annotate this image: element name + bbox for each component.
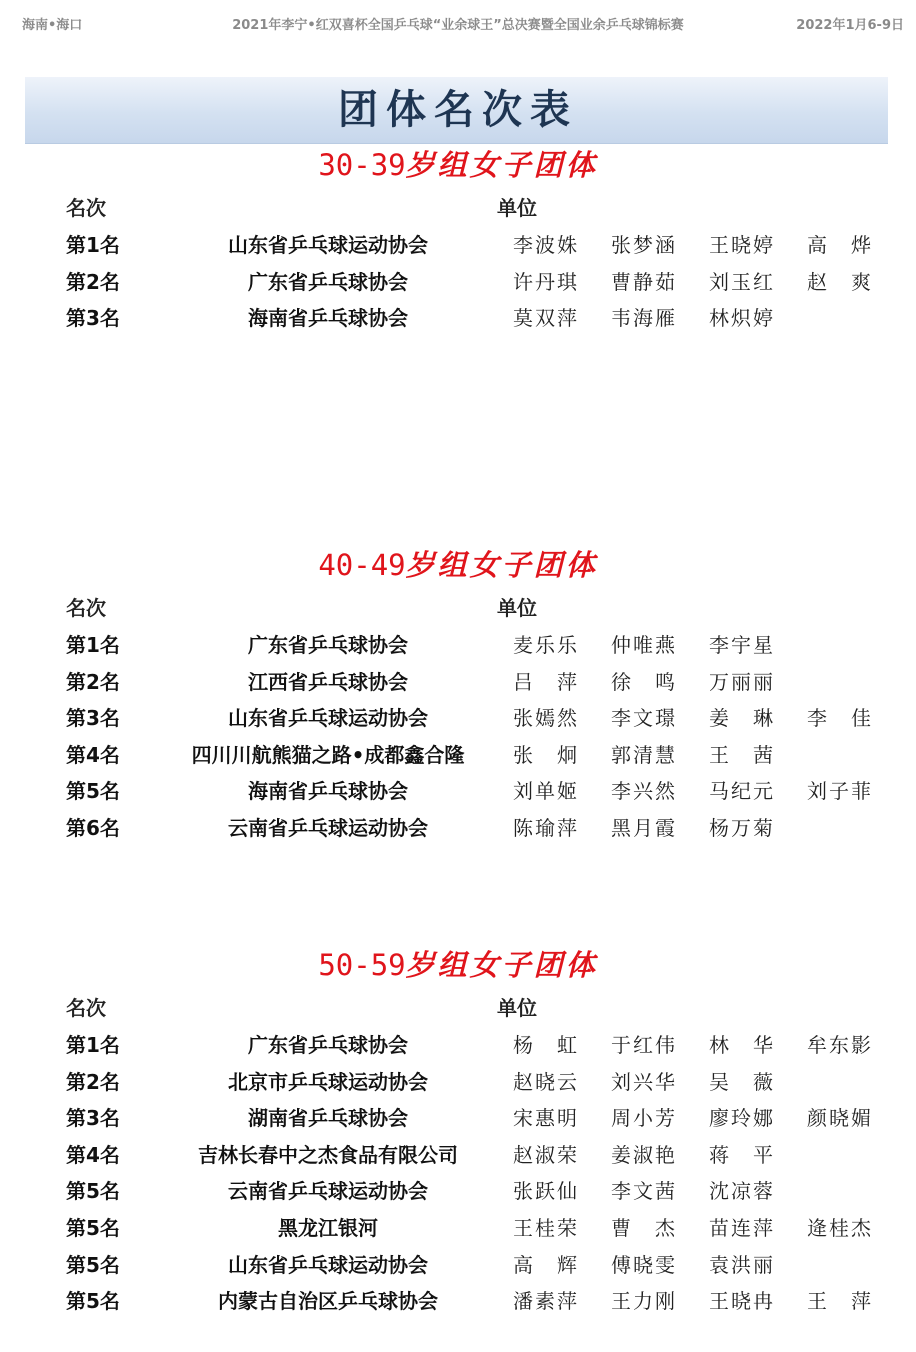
organization-cell: 广东省乒乓球协会 — [248, 633, 408, 657]
rank-cell: 第5名 — [66, 1289, 120, 1313]
rank-cell: 第4名 — [66, 1143, 120, 1167]
rank-cell: 第1名 — [66, 633, 120, 657]
table-row — [0, 1142, 916, 1168]
member-name: 刘玉红 — [709, 270, 773, 294]
table-row — [0, 305, 916, 331]
member-name: 陈瑜萍 — [513, 816, 577, 840]
member-name: 赵淑荣 — [513, 1143, 577, 1167]
organization-cell: 山东省乒乓球运动协会 — [228, 1253, 428, 1277]
section-age-range: 50-59 — [318, 948, 406, 982]
member-name: 高 烨 — [807, 233, 871, 257]
organization-cell: 黑龙江银河 — [278, 1216, 378, 1240]
rank-cell: 第1名 — [66, 1033, 120, 1057]
section-title — [0, 145, 916, 185]
table-row — [0, 1288, 916, 1314]
member-name: 廖玲娜 — [709, 1106, 773, 1130]
organization-cell: 广东省乒乓球协会 — [248, 270, 408, 294]
table-row — [0, 1252, 916, 1278]
member-name: 王桂荣 — [513, 1216, 577, 1240]
section-label: 岁组女子团体 — [405, 948, 598, 982]
member-name: 刘子菲 — [807, 779, 871, 803]
member-name: 仲唯燕 — [611, 633, 675, 657]
member-name: 高 辉 — [513, 1253, 577, 1277]
member-name: 黑月霞 — [611, 816, 675, 840]
member-name: 万丽丽 — [709, 670, 773, 694]
member-name: 于红伟 — [611, 1033, 675, 1057]
member-name: 刘单姬 — [513, 779, 577, 803]
unit-column-header: 单位 — [497, 996, 537, 1020]
table-row — [0, 669, 916, 695]
rank-cell: 第2名 — [66, 1070, 120, 1094]
member-name: 赵晓云 — [513, 1070, 577, 1094]
member-name: 韦海雁 — [611, 306, 675, 330]
member-name: 王 萍 — [807, 1289, 871, 1313]
member-name: 潘素萍 — [513, 1289, 577, 1313]
member-name: 李波姝 — [513, 233, 577, 257]
table-row — [0, 632, 916, 658]
organization-cell: 湖南省乒乓球协会 — [248, 1106, 408, 1130]
organization-cell: 内蒙古自治区乒乓球协会 — [218, 1289, 438, 1313]
section-label: 岁组女子团体 — [405, 548, 598, 582]
event-title: 2021年李宁•红双喜杯全国乒乓球“业余球王”总决赛暨全国业余乒乓球锦标赛 — [232, 18, 684, 33]
venue-label: 海南•海口 — [22, 18, 83, 33]
member-name: 傅晓雯 — [611, 1253, 675, 1277]
organization-cell: 吉林长春中之杰食品有限公司 — [198, 1143, 458, 1167]
unit-column-header: 单位 — [497, 596, 537, 620]
member-name: 颜晓媚 — [807, 1106, 871, 1130]
member-name: 许丹琪 — [513, 270, 577, 294]
member-name: 王 茜 — [709, 743, 773, 767]
table-row — [0, 1032, 916, 1058]
section-title — [0, 545, 916, 585]
member-name: 姜淑艳 — [611, 1143, 675, 1167]
organization-cell: 云南省乒乓球运动协会 — [228, 816, 428, 840]
rank-cell: 第6名 — [66, 816, 120, 840]
member-name: 李文茜 — [611, 1179, 675, 1203]
member-name: 曹 杰 — [611, 1216, 675, 1240]
organization-cell: 海南省乒乓球协会 — [248, 306, 408, 330]
table-row — [0, 1069, 916, 1095]
rank-cell: 第2名 — [66, 670, 120, 694]
table-row — [0, 1215, 916, 1241]
member-name: 沈凉蓉 — [709, 1179, 773, 1203]
member-name: 莫双萍 — [513, 306, 577, 330]
table-row — [0, 742, 916, 768]
member-name: 李宇星 — [709, 633, 773, 657]
member-name: 林 华 — [709, 1033, 773, 1057]
section-age-range: 40-49 — [318, 548, 406, 582]
rank-cell: 第5名 — [66, 1253, 120, 1277]
member-name: 王晓冉 — [709, 1289, 773, 1313]
table-row — [0, 1178, 916, 1204]
member-name: 苗连萍 — [709, 1216, 773, 1240]
organization-cell: 山东省乒乓球运动协会 — [228, 706, 428, 730]
rank-cell: 第5名 — [66, 1179, 120, 1203]
organization-cell: 山东省乒乓球运动协会 — [228, 233, 428, 257]
member-name: 刘兴华 — [611, 1070, 675, 1094]
table-row — [0, 1105, 916, 1131]
table-row — [0, 815, 916, 841]
member-name: 张梦涵 — [611, 233, 675, 257]
rank-cell: 第3名 — [66, 706, 120, 730]
member-name: 周小芳 — [611, 1106, 675, 1130]
member-name: 吴 薇 — [709, 1070, 773, 1094]
member-name: 逄桂杰 — [807, 1216, 871, 1240]
member-name: 徐 鸣 — [611, 670, 675, 694]
member-name: 张跃仙 — [513, 1179, 577, 1203]
member-name: 袁洪丽 — [709, 1253, 773, 1277]
rank-cell: 第5名 — [66, 1216, 120, 1240]
member-name: 蒋 平 — [709, 1143, 773, 1167]
member-name: 郭清慧 — [611, 743, 675, 767]
organization-cell: 江西省乒乓球协会 — [248, 670, 408, 694]
member-name: 杨 虹 — [513, 1033, 577, 1057]
section-title — [0, 945, 916, 985]
member-name: 马纪元 — [709, 779, 773, 803]
member-name: 麦乐乐 — [513, 633, 577, 657]
rank-cell: 第2名 — [66, 270, 120, 294]
organization-cell: 广东省乒乓球协会 — [248, 1033, 408, 1057]
table-row — [0, 778, 916, 804]
member-name: 李文璟 — [611, 706, 675, 730]
section-age-range: 30-39 — [318, 148, 406, 182]
member-name: 李 佳 — [807, 706, 871, 730]
rank-cell: 第1名 — [66, 233, 120, 257]
member-name: 王晓婷 — [709, 233, 773, 257]
table-row — [0, 269, 916, 295]
rank-column-header: 名次 — [66, 996, 106, 1020]
member-name: 吕 萍 — [513, 670, 577, 694]
page-title: 团体名次表 — [338, 86, 578, 133]
member-name: 曹静茹 — [611, 270, 675, 294]
member-name: 赵 爽 — [807, 270, 871, 294]
member-name: 王力刚 — [611, 1289, 675, 1313]
organization-cell: 北京市乒乓球运动协会 — [228, 1070, 428, 1094]
member-name: 李兴然 — [611, 779, 675, 803]
rank-column-header: 名次 — [66, 596, 106, 620]
member-name: 张 炯 — [513, 743, 577, 767]
organization-cell: 海南省乒乓球协会 — [248, 779, 408, 803]
organization-cell: 云南省乒乓球运动协会 — [228, 1179, 428, 1203]
member-name: 张嫣然 — [513, 706, 577, 730]
member-name: 牟东影 — [807, 1033, 871, 1057]
table-row — [0, 232, 916, 258]
event-dates: 2022年1月6-9日 — [796, 18, 904, 33]
member-name: 宋惠明 — [513, 1106, 577, 1130]
rank-cell: 第5名 — [66, 779, 120, 803]
rank-cell: 第4名 — [66, 743, 120, 767]
member-name: 杨万菊 — [709, 816, 773, 840]
organization-cell: 四川川航熊猫之路•成都鑫合隆 — [191, 743, 465, 767]
member-name: 姜 琳 — [709, 706, 773, 730]
rank-cell: 第3名 — [66, 306, 120, 330]
rank-cell: 第3名 — [66, 1106, 120, 1130]
member-name: 林炽婷 — [709, 306, 773, 330]
unit-column-header: 单位 — [497, 196, 537, 220]
rank-column-header: 名次 — [66, 196, 106, 220]
section-label: 岁组女子团体 — [405, 148, 598, 182]
table-row — [0, 705, 916, 731]
